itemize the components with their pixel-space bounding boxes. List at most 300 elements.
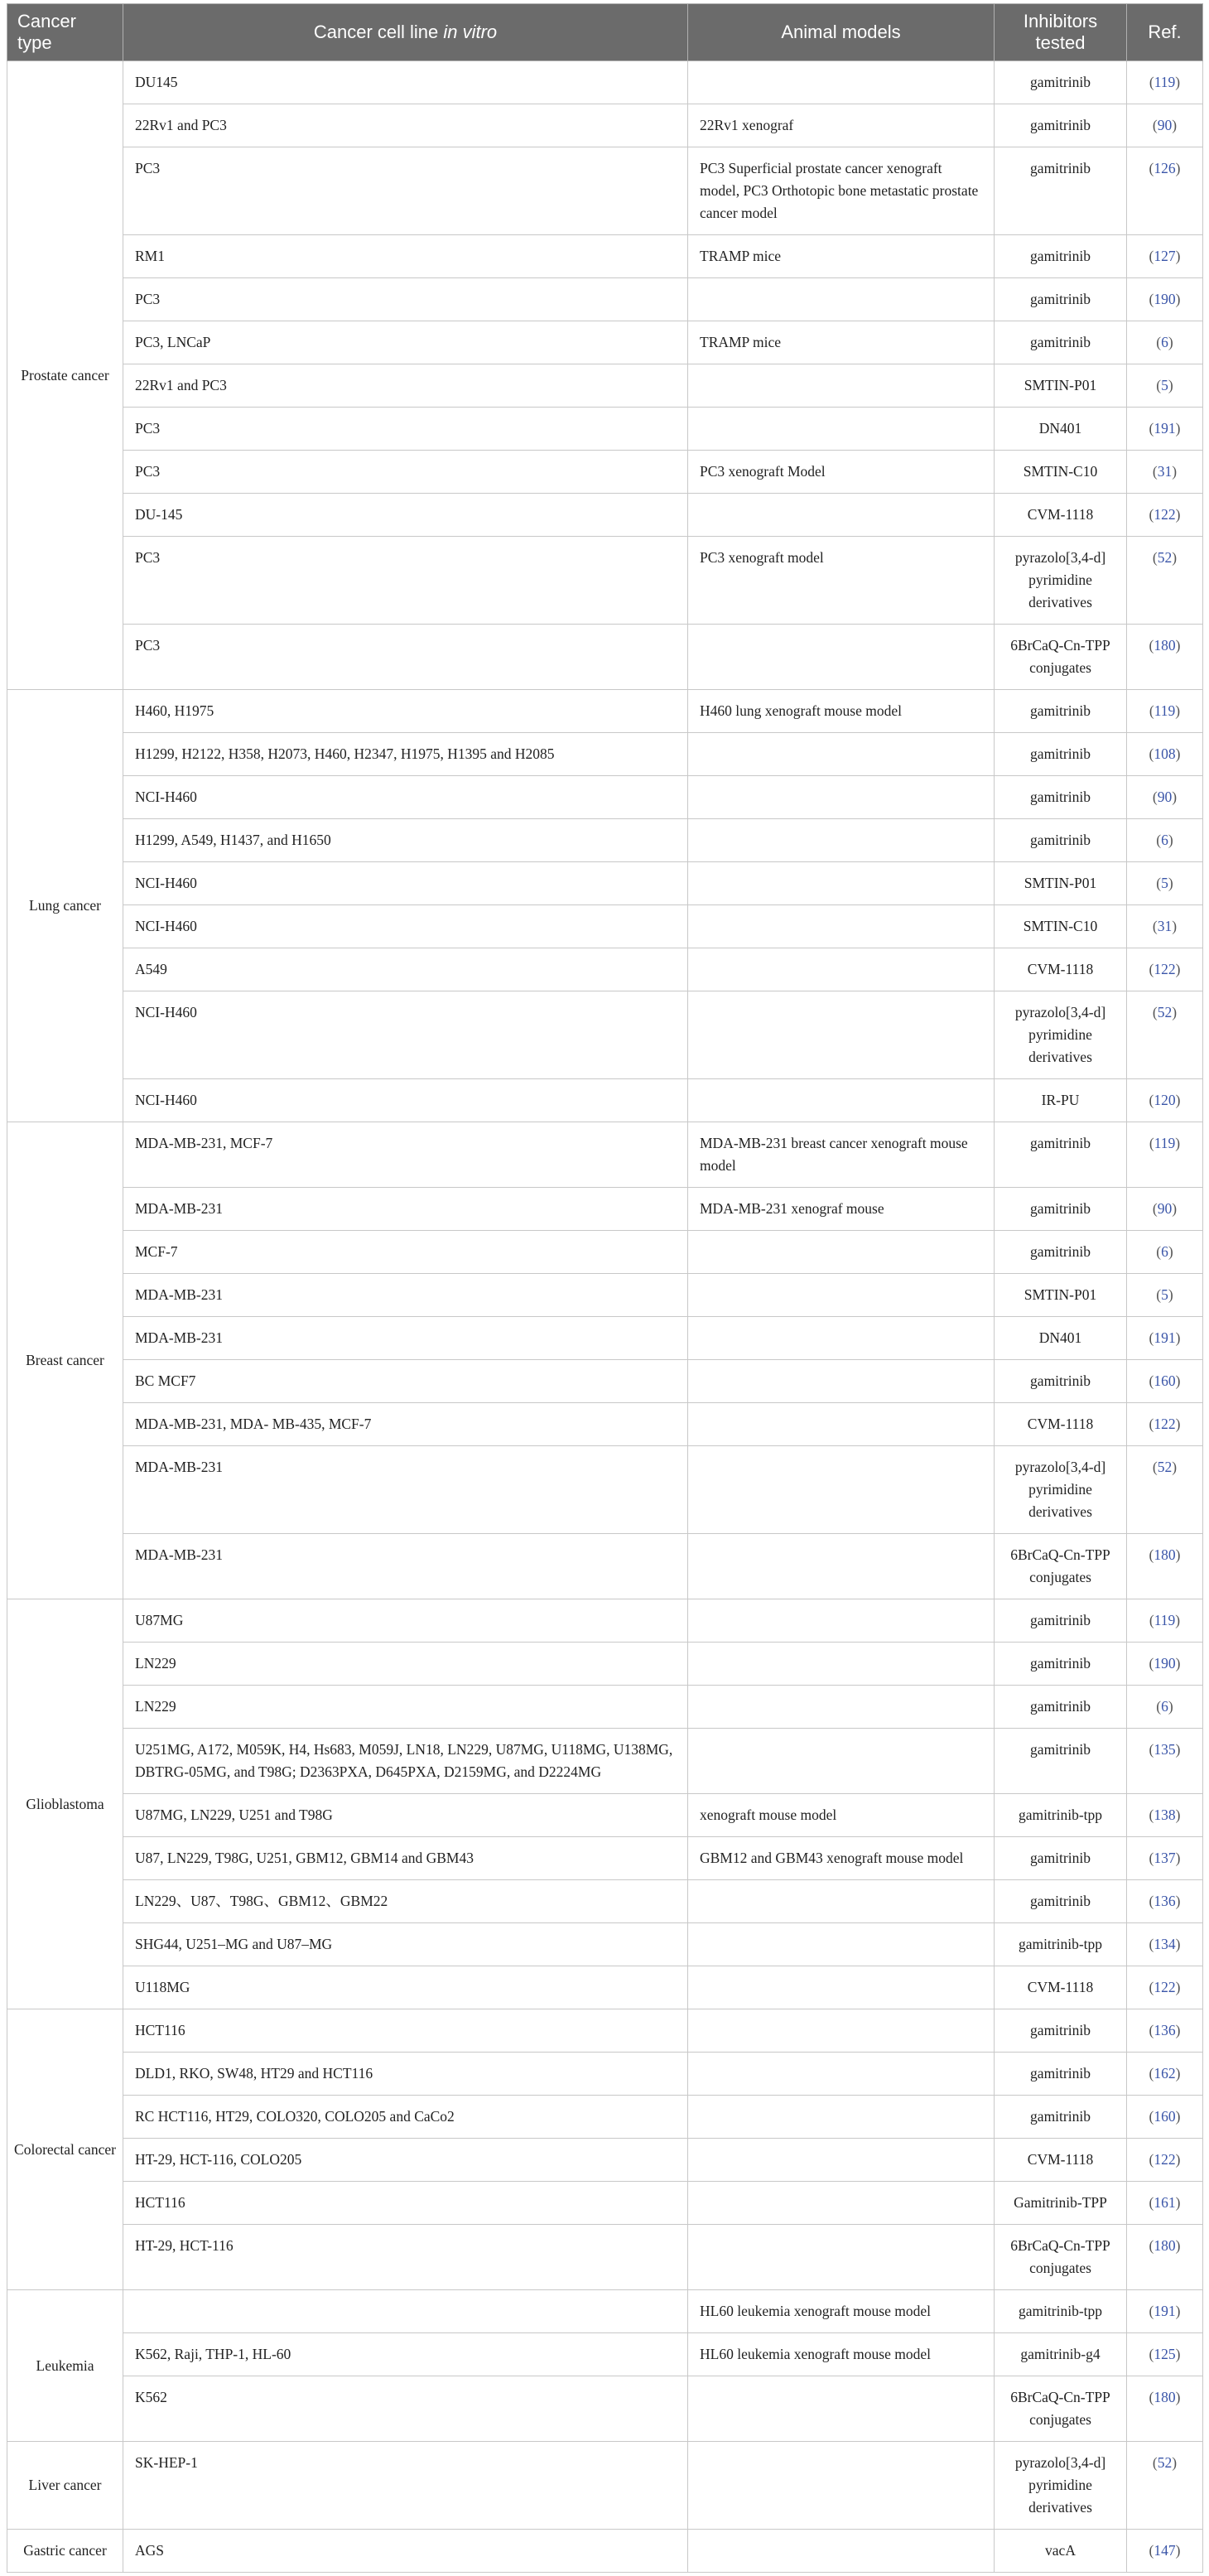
reference-link[interactable]: 6: [1161, 832, 1168, 848]
reference-link[interactable]: 6: [1161, 334, 1168, 350]
table-row: [7, 819, 1203, 862]
table-row: [7, 235, 1203, 278]
cell-line-cell: K562: [123, 2376, 688, 2442]
reference-cell: (122): [1127, 1966, 1203, 2009]
header-ref: Ref.: [1127, 4, 1203, 61]
animal-model-cell: [688, 2225, 995, 2290]
reference-link[interactable]: 119: [1154, 1135, 1176, 1151]
reference-cell: (190): [1127, 1643, 1203, 1686]
table-row: [7, 776, 1203, 819]
cell-line-cell: DLD1, RKO, SW48, HT29 and HCT116: [123, 2053, 688, 2096]
cell-line-cell: K562, Raji, THP-1, HL-60: [123, 2333, 688, 2376]
table-row: [7, 61, 1203, 104]
animal-model-cell: [688, 2182, 995, 2225]
cell-line-cell: NCI-H460: [123, 905, 688, 948]
table-row: [7, 1837, 1203, 1880]
reference-cell: (127): [1127, 235, 1203, 278]
inhibitor-cell: gamitrinib: [995, 690, 1127, 733]
inhibitor-cell: pyrazolo[3,4-d] pyrimidine derivatives: [995, 2442, 1127, 2530]
table-row: [7, 1534, 1203, 1599]
table-row: [7, 494, 1203, 537]
animal-model-cell: [688, 905, 995, 948]
animal-model-cell: PC3 xenograft Model: [688, 451, 995, 494]
table-row: [7, 733, 1203, 776]
reference-link[interactable]: 127: [1154, 248, 1176, 264]
reference-cell: (119): [1127, 61, 1203, 104]
table-row: [7, 991, 1203, 1079]
inhibitor-cell: gamitrinib: [995, 1122, 1127, 1188]
reference-cell: (122): [1127, 948, 1203, 991]
reference-cell: (135): [1127, 1729, 1203, 1794]
cell-line-cell: SK-HEP-1: [123, 2442, 688, 2530]
reference-link[interactable]: 5: [1161, 875, 1168, 891]
table-row: [7, 2096, 1203, 2139]
reference-link[interactable]: 134: [1154, 1936, 1176, 1952]
animal-model-cell: MDA-MB-231 breast cancer xenograft mouse model: [688, 1122, 995, 1188]
cell-line-cell: BC MCF7: [123, 1360, 688, 1403]
inhibitor-cell: IR-PU: [995, 1079, 1127, 1122]
table-row: [7, 1188, 1203, 1231]
reference-link[interactable]: 162: [1154, 2065, 1176, 2082]
inhibitor-cell: gamitrinib: [995, 1188, 1127, 1231]
reference-link[interactable]: 52: [1157, 1459, 1173, 1475]
reference-link[interactable]: 120: [1154, 1092, 1176, 1108]
cell-line-cell: MDA-MB-231: [123, 1446, 688, 1534]
inhibitor-cell: gamitrinib: [995, 2053, 1127, 2096]
reference-link[interactable]: 125: [1154, 2346, 1176, 2362]
reference-link[interactable]: 191: [1154, 1329, 1176, 1346]
cell-line-cell: AGS: [123, 2530, 688, 2573]
inhibitor-cell: gamitrinib: [995, 1837, 1127, 1880]
reference-link[interactable]: 122: [1154, 1979, 1176, 1995]
inhibitor-cell: DN401: [995, 408, 1127, 451]
reference-link[interactable]: 108: [1154, 745, 1176, 762]
animal-model-cell: [688, 2139, 995, 2182]
animal-model-cell: GBM12 and GBM43 xenograft mouse model: [688, 1837, 995, 1880]
table-row: [7, 364, 1203, 408]
reference-cell: (119): [1127, 690, 1203, 733]
reference-cell: (191): [1127, 2290, 1203, 2333]
animal-model-cell: [688, 819, 995, 862]
inhibitor-cell: CVM-1118: [995, 948, 1127, 991]
table-row: [7, 625, 1203, 690]
cell-line-cell: U251MG, A172, M059K, H4, Hs683, M059J, LN18, LN229, U87MG, U118MG, U138MG, DBTRG-05MG, and T98G; D2363PXA, D645PXA, D2159MG, and D2224MG: [123, 1729, 688, 1794]
reference-cell: (52): [1127, 1446, 1203, 1534]
inhibitor-cell: gamitrinib-g4: [995, 2333, 1127, 2376]
animal-model-cell: TRAMP mice: [688, 321, 995, 364]
animal-model-cell: [688, 408, 995, 451]
inhibitor-cell: SMTIN-P01: [995, 1274, 1127, 1317]
reference-cell: (6): [1127, 819, 1203, 862]
inhibitor-cell: gamitrinib: [995, 321, 1127, 364]
inhibitor-cell: gamitrinib: [995, 2009, 1127, 2053]
animal-model-cell: PC3 Superficial prostate cancer xenograft model, PC3 Orthotopic bone metastatic prostate cancer model: [688, 147, 995, 235]
reference-link[interactable]: 161: [1154, 2194, 1176, 2211]
cell-line-cell: SHG44, U251–MG and U87–MG: [123, 1923, 688, 1966]
table-row: [7, 104, 1203, 147]
cancer-type-cell: Gastric cancer: [7, 2530, 123, 2573]
cell-line-cell: NCI-H460: [123, 1079, 688, 1122]
reference-cell: (180): [1127, 2376, 1203, 2442]
table-row: [7, 2225, 1203, 2290]
reference-cell: (122): [1127, 1403, 1203, 1446]
inhibitor-cell: gamitrinib: [995, 1686, 1127, 1729]
inhibitor-cell: gamitrinib: [995, 1880, 1127, 1923]
cell-line-cell: HT-29, HCT-116: [123, 2225, 688, 2290]
reference-cell: (136): [1127, 2009, 1203, 2053]
reference-cell: (180): [1127, 625, 1203, 690]
inhibitor-cell: gamitrinib: [995, 104, 1127, 147]
reference-link[interactable]: 31: [1157, 918, 1173, 934]
reference-link[interactable]: 136: [1154, 2022, 1176, 2038]
header-cell-line-prefix: Cancer cell line: [313, 22, 444, 42]
reference-link[interactable]: 52: [1157, 1004, 1173, 1020]
inhibitor-cell: 6BrCaQ-Cn-TPP conjugates: [995, 2225, 1127, 2290]
animal-model-cell: [688, 364, 995, 408]
reference-link[interactable]: 190: [1154, 291, 1176, 307]
table-body: [7, 61, 1203, 2573]
inhibitor-cell: CVM-1118: [995, 1966, 1127, 2009]
animal-model-cell: TRAMP mice: [688, 235, 995, 278]
inhibitor-cell: 6BrCaQ-Cn-TPP conjugates: [995, 1534, 1127, 1599]
table-row: [7, 1274, 1203, 1317]
cell-line-cell: LN229: [123, 1643, 688, 1686]
animal-model-cell: [688, 278, 995, 321]
reference-cell: (180): [1127, 1534, 1203, 1599]
cell-line-cell: PC3: [123, 408, 688, 451]
reference-link[interactable]: 136: [1154, 1893, 1176, 1909]
inhibitor-cell: gamitrinib: [995, 1643, 1127, 1686]
reference-cell: (6): [1127, 1686, 1203, 1729]
animal-model-cell: [688, 1534, 995, 1599]
inhibitor-table: [7, 3, 1203, 2573]
inhibitor-cell: gamitrinib: [995, 1729, 1127, 1794]
cell-line-cell: NCI-H460: [123, 991, 688, 1079]
animal-model-cell: [688, 1686, 995, 1729]
table-row: [7, 1729, 1203, 1794]
animal-model-cell: [688, 625, 995, 690]
reference-cell: (160): [1127, 1360, 1203, 1403]
reference-link[interactable]: 5: [1161, 1286, 1168, 1303]
table-row: [7, 1923, 1203, 1966]
inhibitor-cell: vacA: [995, 2530, 1127, 2573]
table-row: [7, 862, 1203, 905]
reference-link[interactable]: 119: [1154, 702, 1176, 719]
reference-cell: (5): [1127, 364, 1203, 408]
inhibitor-cell: CVM-1118: [995, 494, 1127, 537]
cell-line-cell: MCF-7: [123, 1231, 688, 1274]
reference-link[interactable]: 137: [1154, 1850, 1176, 1866]
reference-cell: (126): [1127, 147, 1203, 235]
inhibitor-cell: gamitrinib: [995, 1231, 1127, 1274]
animal-model-cell: [688, 494, 995, 537]
inhibitor-cell: gamitrinib: [995, 147, 1127, 235]
reference-cell: (180): [1127, 2225, 1203, 2290]
reference-link[interactable]: 147: [1154, 2542, 1176, 2559]
cell-line-cell: RC HCT116, HT29, COLO320, COLO205 and CaCo2: [123, 2096, 688, 2139]
animal-model-cell: xenograft mouse model: [688, 1794, 995, 1837]
reference-link[interactable]: 122: [1154, 506, 1176, 523]
inhibitor-cell: CVM-1118: [995, 1403, 1127, 1446]
reference-cell: (137): [1127, 1837, 1203, 1880]
table-row: [7, 1079, 1203, 1122]
animal-model-cell: [688, 2376, 995, 2442]
table-row: [7, 1643, 1203, 1686]
cell-line-cell: NCI-H460: [123, 862, 688, 905]
cell-line-cell: HT-29, HCT-116, COLO205: [123, 2139, 688, 2182]
cell-line-cell: U87, LN229, T98G, U251, GBM12, GBM14 and GBM43: [123, 1837, 688, 1880]
cell-line-cell: H1299, H2122, H358, H2073, H460, H2347, H1975, H1395 and H2085: [123, 733, 688, 776]
reference-link[interactable]: 160: [1154, 2108, 1176, 2125]
reference-cell: (119): [1127, 1599, 1203, 1643]
animal-model-cell: HL60 leukemia xenograft mouse model: [688, 2290, 995, 2333]
inhibitor-cell: pyrazolo[3,4-d] pyrimidine derivatives: [995, 1446, 1127, 1534]
animal-model-cell: [688, 1966, 995, 2009]
reference-cell: (161): [1127, 2182, 1203, 2225]
inhibitor-cell: gamitrinib: [995, 776, 1127, 819]
cell-line-cell: PC3: [123, 147, 688, 235]
cell-line-cell: PC3: [123, 625, 688, 690]
reference-link[interactable]: 52: [1157, 2454, 1173, 2471]
reference-cell: (90): [1127, 1188, 1203, 1231]
cell-line-cell: PC3: [123, 278, 688, 321]
table-row: [7, 408, 1203, 451]
cancer-type-cell: Leukemia: [7, 2290, 123, 2442]
cell-line-cell: DU145: [123, 61, 688, 104]
animal-model-cell: [688, 1274, 995, 1317]
cancer-type-cell: Glioblastoma: [7, 1599, 123, 2009]
header-row: [7, 4, 1203, 61]
reference-link[interactable]: 6: [1161, 1243, 1168, 1260]
animal-model-cell: [688, 1360, 995, 1403]
table-row: [7, 1966, 1203, 2009]
reference-cell: (52): [1127, 991, 1203, 1079]
inhibitor-cell: gamitrinib: [995, 1599, 1127, 1643]
cell-line-cell: U118MG: [123, 1966, 688, 2009]
animal-model-cell: [688, 1317, 995, 1360]
cell-line-cell: A549: [123, 948, 688, 991]
table-row: [7, 1317, 1203, 1360]
reference-cell: (90): [1127, 776, 1203, 819]
table-row: [7, 1446, 1203, 1534]
reference-link[interactable]: 90: [1157, 117, 1173, 133]
animal-model-cell: [688, 776, 995, 819]
table-row: [7, 948, 1203, 991]
cell-line-cell: PC3: [123, 537, 688, 625]
animal-model-cell: H460 lung xenograft mouse model: [688, 690, 995, 733]
reference-link[interactable]: 6: [1161, 1698, 1168, 1715]
inhibitor-cell: SMTIN-P01: [995, 364, 1127, 408]
inhibitor-cell: gamitrinib: [995, 733, 1127, 776]
reference-cell: (31): [1127, 905, 1203, 948]
cancer-type-cell: Prostate cancer: [7, 61, 123, 690]
cell-line-cell: [123, 2290, 688, 2333]
inhibitor-cell: gamitrinib-tpp: [995, 2290, 1127, 2333]
animal-model-cell: [688, 1403, 995, 1446]
table-row: [7, 1403, 1203, 1446]
animal-model-cell: [688, 2530, 995, 2573]
animal-model-cell: MDA-MB-231 xenograf mouse: [688, 1188, 995, 1231]
table-row: [7, 690, 1203, 733]
reference-cell: (190): [1127, 278, 1203, 321]
header-cancer-type: Cancer type: [7, 4, 123, 61]
cell-line-cell: U87MG: [123, 1599, 688, 1643]
reference-cell: (119): [1127, 1122, 1203, 1188]
animal-model-cell: [688, 1923, 995, 1966]
inhibitor-cell: gamitrinib-tpp: [995, 1794, 1127, 1837]
header-inhibitors: Inhibitors tested: [995, 4, 1127, 61]
cancer-type-cell: Liver cancer: [7, 2442, 123, 2530]
table-row: [7, 1794, 1203, 1837]
reference-link[interactable]: 138: [1154, 1807, 1176, 1823]
reference-link[interactable]: 52: [1157, 549, 1173, 566]
table-row: [7, 147, 1203, 235]
reference-link[interactable]: 180: [1154, 2237, 1176, 2254]
table-row: [7, 1122, 1203, 1188]
reference-cell: (52): [1127, 2442, 1203, 2530]
reference-link[interactable]: 90: [1157, 789, 1173, 805]
reference-cell: (136): [1127, 1880, 1203, 1923]
reference-cell: (125): [1127, 2333, 1203, 2376]
reference-link[interactable]: 135: [1154, 1741, 1176, 1758]
cell-line-cell: MDA-MB-231: [123, 1317, 688, 1360]
cell-line-cell: 22Rv1 and PC3: [123, 104, 688, 147]
reference-cell: (90): [1127, 104, 1203, 147]
reference-cell: (5): [1127, 1274, 1203, 1317]
cell-line-cell: HCT116: [123, 2182, 688, 2225]
inhibitor-cell: Gamitrinib-TPP: [995, 2182, 1127, 2225]
reference-link[interactable]: 180: [1154, 637, 1176, 654]
animal-model-cell: [688, 862, 995, 905]
animal-model-cell: 22Rv1 xenograf: [688, 104, 995, 147]
inhibitor-cell: gamitrinib: [995, 278, 1127, 321]
table-row: [7, 2290, 1203, 2333]
reference-cell: (138): [1127, 1794, 1203, 1837]
reference-link[interactable]: 122: [1154, 1416, 1176, 1432]
table-row: [7, 1686, 1203, 1729]
inhibitor-cell: CVM-1118: [995, 2139, 1127, 2182]
reference-link[interactable]: 5: [1161, 377, 1168, 393]
cell-line-cell: U87MG, LN229, U251 and T98G: [123, 1794, 688, 1837]
animal-model-cell: [688, 2053, 995, 2096]
reference-link[interactable]: 190: [1154, 1655, 1176, 1672]
reference-link[interactable]: 180: [1154, 2389, 1176, 2405]
cancer-type-cell: Colorectal cancer: [7, 2009, 123, 2290]
reference-cell: (5): [1127, 862, 1203, 905]
cancer-type-cell: Lung cancer: [7, 690, 123, 1122]
cell-line-cell: MDA-MB-231, MCF-7: [123, 1122, 688, 1188]
inhibitor-cell: gamitrinib: [995, 2096, 1127, 2139]
reference-link[interactable]: 191: [1154, 2303, 1176, 2319]
table-row: [7, 1360, 1203, 1403]
reference-cell: (134): [1127, 1923, 1203, 1966]
reference-link[interactable]: 122: [1154, 961, 1176, 977]
table-row: [7, 2530, 1203, 2573]
reference-cell: (160): [1127, 2096, 1203, 2139]
animal-model-cell: [688, 2096, 995, 2139]
cell-line-cell: H1299, A549, H1437, and H1650: [123, 819, 688, 862]
reference-link[interactable]: 160: [1154, 1372, 1176, 1389]
table-row: [7, 2182, 1203, 2225]
animal-model-cell: [688, 1079, 995, 1122]
cell-line-cell: LN229、U87、T98G、GBM12、GBM22: [123, 1880, 688, 1923]
reference-link[interactable]: 191: [1154, 420, 1176, 437]
animal-model-cell: [688, 1643, 995, 1686]
inhibitor-cell: pyrazolo[3,4-d] pyrimidine derivatives: [995, 991, 1127, 1079]
reference-cell: (6): [1127, 321, 1203, 364]
inhibitor-cell: pyrazolo[3,4-d] pyrimidine derivatives: [995, 537, 1127, 625]
reference-link[interactable]: 180: [1154, 1546, 1176, 1563]
inhibitor-cell: gamitrinib-tpp: [995, 1923, 1127, 1966]
animal-model-cell: [688, 1446, 995, 1534]
table-row: [7, 2053, 1203, 2096]
animal-model-cell: [688, 61, 995, 104]
cell-line-cell: MDA-MB-231: [123, 1534, 688, 1599]
cell-line-cell: 22Rv1 and PC3: [123, 364, 688, 408]
inhibitor-cell: SMTIN-C10: [995, 451, 1127, 494]
animal-model-cell: [688, 2009, 995, 2053]
inhibitor-cell: DN401: [995, 1317, 1127, 1360]
reference-cell: (120): [1127, 1079, 1203, 1122]
table-row: [7, 1599, 1203, 1643]
inhibitor-cell: gamitrinib: [995, 819, 1127, 862]
inhibitor-cell: 6BrCaQ-Cn-TPP conjugates: [995, 625, 1127, 690]
reference-link[interactable]: 119: [1154, 74, 1176, 90]
table-row: [7, 451, 1203, 494]
reference-link[interactable]: 31: [1157, 463, 1173, 480]
cell-line-cell: H460, H1975: [123, 690, 688, 733]
reference-cell: (52): [1127, 537, 1203, 625]
table-row: [7, 2333, 1203, 2376]
reference-link[interactable]: 119: [1154, 1612, 1176, 1628]
animal-model-cell: [688, 1880, 995, 1923]
cell-line-cell: PC3, LNCaP: [123, 321, 688, 364]
animal-model-cell: PC3 xenograft model: [688, 537, 995, 625]
reference-cell: (108): [1127, 733, 1203, 776]
animal-model-cell: [688, 1729, 995, 1794]
reference-link[interactable]: 90: [1157, 1200, 1173, 1217]
reference-cell: (31): [1127, 451, 1203, 494]
reference-link[interactable]: 122: [1154, 2151, 1176, 2168]
inhibitor-cell: gamitrinib: [995, 1360, 1127, 1403]
cell-line-cell: LN229: [123, 1686, 688, 1729]
table-row: [7, 278, 1203, 321]
header-cell-line: [123, 4, 688, 61]
reference-cell: (147): [1127, 2530, 1203, 2573]
cell-line-cell: NCI-H460: [123, 776, 688, 819]
animal-model-cell: [688, 948, 995, 991]
reference-link[interactable]: 126: [1154, 160, 1176, 176]
header-cell-line-italic: in vitro: [443, 22, 498, 42]
reference-cell: (191): [1127, 408, 1203, 451]
cell-line-cell: RM1: [123, 235, 688, 278]
reference-cell: (191): [1127, 1317, 1203, 1360]
header-animal-models: Animal models: [688, 4, 995, 61]
table-row: [7, 2009, 1203, 2053]
table-row: [7, 321, 1203, 364]
cell-line-cell: DU-145: [123, 494, 688, 537]
inhibitor-cell: SMTIN-C10: [995, 905, 1127, 948]
animal-model-cell: [688, 1599, 995, 1643]
table-row: [7, 2376, 1203, 2442]
inhibitor-cell: 6BrCaQ-Cn-TPP conjugates: [995, 2376, 1127, 2442]
table-row: [7, 2139, 1203, 2182]
table-row: [7, 1880, 1203, 1923]
animal-model-cell: [688, 991, 995, 1079]
reference-cell: (122): [1127, 494, 1203, 537]
cell-line-cell: MDA-MB-231, MDA- MB-435, MCF-7: [123, 1403, 688, 1446]
cell-line-cell: PC3: [123, 451, 688, 494]
